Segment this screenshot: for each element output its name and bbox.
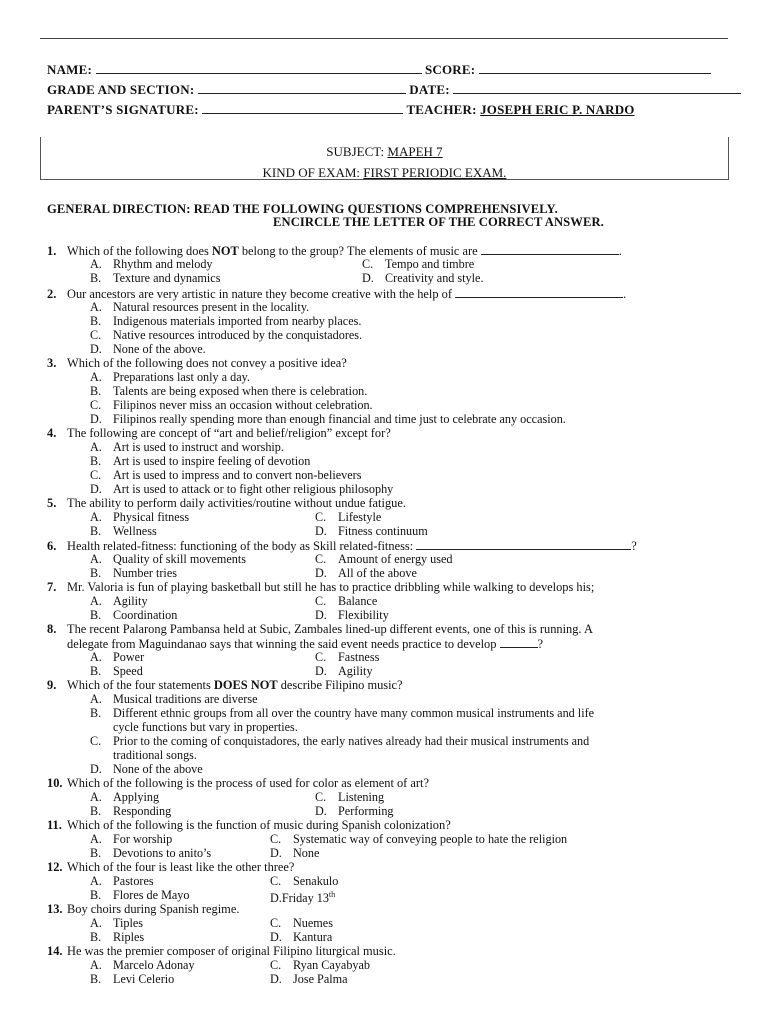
score-field[interactable] [479,61,711,74]
option-b-cont: cycle functions but vary in properties. [113,720,298,734]
option-b[interactable]: B. Devotions to anito’s [90,846,212,860]
option-b[interactable]: B. Texture and dynamics [90,271,221,285]
option-c[interactable]: C. Fastness [315,650,380,664]
signature-label: PARENT’S SIGNATURE: [47,102,199,117]
option-b[interactable]: B. Coordination [90,608,178,622]
option-a[interactable]: A. Quality of skill movements [90,552,247,566]
grade-label: GRADE AND SECTION: [47,82,195,97]
signature-field[interactable] [202,101,403,114]
question-12: 12. Which of the four is least like the other three? [47,860,295,874]
subject-line [41,144,728,160]
option-a[interactable]: A. Natural resources present in the locality. [90,300,310,314]
option-c[interactable]: C. Native resources introduced by the conquistadores. [90,328,363,342]
exam-line [41,165,728,181]
question-14: 14. He was the premier composer of original Filipino liturgical music. [47,944,396,958]
question-11: 11. Which of the following is the function of music during Spanish colonization? [47,818,451,832]
exam-label: KIND OF EXAM: [262,165,361,180]
question-3: 3. Which of the following does not convey a positive idea? [47,356,347,370]
option-d[interactable]: D. Art is used to attack or to fight other religious philosophy [90,482,394,496]
subject-label: SUBJECT: [326,144,385,159]
option-b[interactable]: B. Flores de Mayo [90,888,190,902]
subject-box [40,137,729,180]
grade-field[interactable] [198,81,406,94]
option-c[interactable]: C. Listening [315,790,385,804]
date-field[interactable] [453,81,741,94]
option-d[interactable]: D.Friday 13th [270,890,336,906]
option-a[interactable]: A. Marcelo Adonay [90,958,195,972]
general-direction-2: ENCIRCLE THE LETTER OF THE CORRECT ANSWER. [273,215,604,229]
question-4: 4. The following are concept of “art and belief/religion” except for? [47,426,391,440]
option-b[interactable]: B. Art is used to inspire feeling of devotion [90,454,311,468]
subject-value: MAPEH 7 [387,144,443,159]
question-7: 7. Mr. Valoria is fun of playing basketball but still he has to practice dribbling while walking to develops his; [47,580,595,594]
option-b[interactable]: B. Speed [90,664,143,678]
option-d[interactable]: D. None of the above [90,762,203,776]
option-d[interactable]: D. Fitness continuum [315,524,428,538]
option-d[interactable]: D. None of the above. [90,342,206,356]
top-rule [40,38,728,39]
score-label: SCORE: [424,62,476,77]
option-a[interactable]: A. Preparations last only a day. [90,370,250,384]
question-8-cont: delegate from Maguindanao says that winning the said event needs practice to develop ? [67,637,544,651]
option-a[interactable]: A. For worship [90,832,173,846]
question-2: 2. Our ancestors are very artistic in nature they become creative with the help of . [47,287,627,301]
question-8: 8. The recent Palarong Pambansa held at Subic, Zambales lined-up different events, one of this is running. A [47,622,593,636]
question-6: 6. Health related-fitness: functioning of the body as Skill related-fitness: ? [47,539,637,553]
option-c[interactable]: C. Senakulo [270,874,339,888]
option-a[interactable]: A. Musical traditions are diverse [90,692,258,706]
option-c[interactable]: C. Ryan Cayabyab [270,958,371,972]
general-direction: GENERAL DIRECTION: READ THE FOLLOWING QUESTIONS COMPREHENSIVELY. [47,202,558,216]
option-c[interactable]: C. Tempo and timbre [362,257,475,271]
question-13: 13. Boy choirs during Spanish regime. [47,902,240,916]
question-10: 10. Which of the following is the process of used for color as element of art? [47,776,429,790]
option-a[interactable]: A. Tiples [90,916,144,930]
answer-blank[interactable] [481,243,619,255]
question-1: 1. Which of the following does NOT belong to the group? The elements of music are . [47,244,622,258]
option-d[interactable]: D. Creativity and style. [362,271,484,285]
option-d[interactable]: D. Jose Palma [270,972,348,986]
option-d[interactable]: D. Filipinos really spending more than enough financial and time just to celebrate any occasion. [90,412,566,426]
option-b[interactable]: B. Responding [90,804,172,818]
option-d[interactable]: D. None [270,846,320,860]
option-a[interactable]: A. Physical fitness [90,510,190,524]
option-a[interactable]: A. Pastores [90,874,154,888]
answer-blank[interactable] [500,636,538,648]
option-d[interactable]: D. Kantura [270,930,333,944]
option-b[interactable]: B. Indigenous materials imported from nearby places. [90,314,362,328]
grade-row [47,81,741,98]
option-b[interactable]: B. Talents are being exposed when there is celebration. [90,384,368,398]
option-c[interactable]: C. Prior to the coming of conquistadores, the early natives already had their musical instruments and [90,734,590,748]
option-a[interactable]: A. Rhythm and melody [90,257,213,271]
question-5: 5. The ability to perform daily activities/routine without undue fatigue. [47,496,406,510]
exam-value: FIRST PERIODIC EXAM. [363,165,507,180]
option-b[interactable]: B. Number tries [90,566,177,580]
question-9: 9. Which of the four statements DOES NOT describe Filipino music? [47,678,403,692]
option-d[interactable]: D. All of the above [315,566,417,580]
answer-blank[interactable] [455,286,623,298]
option-b[interactable]: B. Riples [90,930,145,944]
teacher-name: JOSEPH ERIC P. NARDO [480,102,635,117]
option-d[interactable]: D. Agility [315,664,373,678]
option-c-cont: traditional songs. [113,748,197,762]
name-label: NAME: [47,62,93,77]
option-a[interactable]: A. Power [90,650,145,664]
teacher-label: TEACHER: [406,102,477,117]
option-c[interactable]: C. Amount of energy used [315,552,453,566]
name-row [47,61,711,78]
name-field[interactable] [96,61,422,74]
option-b[interactable]: B. Levi Celerio [90,972,175,986]
date-label: DATE: [409,82,450,97]
option-c[interactable]: C. Filipinos never miss an occasion without celebration. [90,398,373,412]
answer-blank[interactable] [416,538,631,550]
option-d[interactable]: D. Performing [315,804,394,818]
option-c[interactable]: C. Systematic way of conveying people to hate the religion [270,832,568,846]
option-b[interactable]: B. Wellness [90,524,157,538]
option-c[interactable]: C. Art is used to impress and to convert non-believers [90,468,362,482]
option-c[interactable]: C. Balance [315,594,378,608]
option-a[interactable]: A. Applying [90,790,160,804]
option-d[interactable]: D. Flexibility [315,608,389,622]
signature-row [47,101,635,118]
option-b[interactable]: B. Different ethnic groups from all over the country have many common musical instruments and life [90,706,595,720]
option-a[interactable]: A. Agility [90,594,148,608]
option-a[interactable]: A. Art is used to instruct and worship. [90,440,284,454]
option-c[interactable]: C. Lifestyle [315,510,382,524]
option-c[interactable]: C. Nuemes [270,916,333,930]
